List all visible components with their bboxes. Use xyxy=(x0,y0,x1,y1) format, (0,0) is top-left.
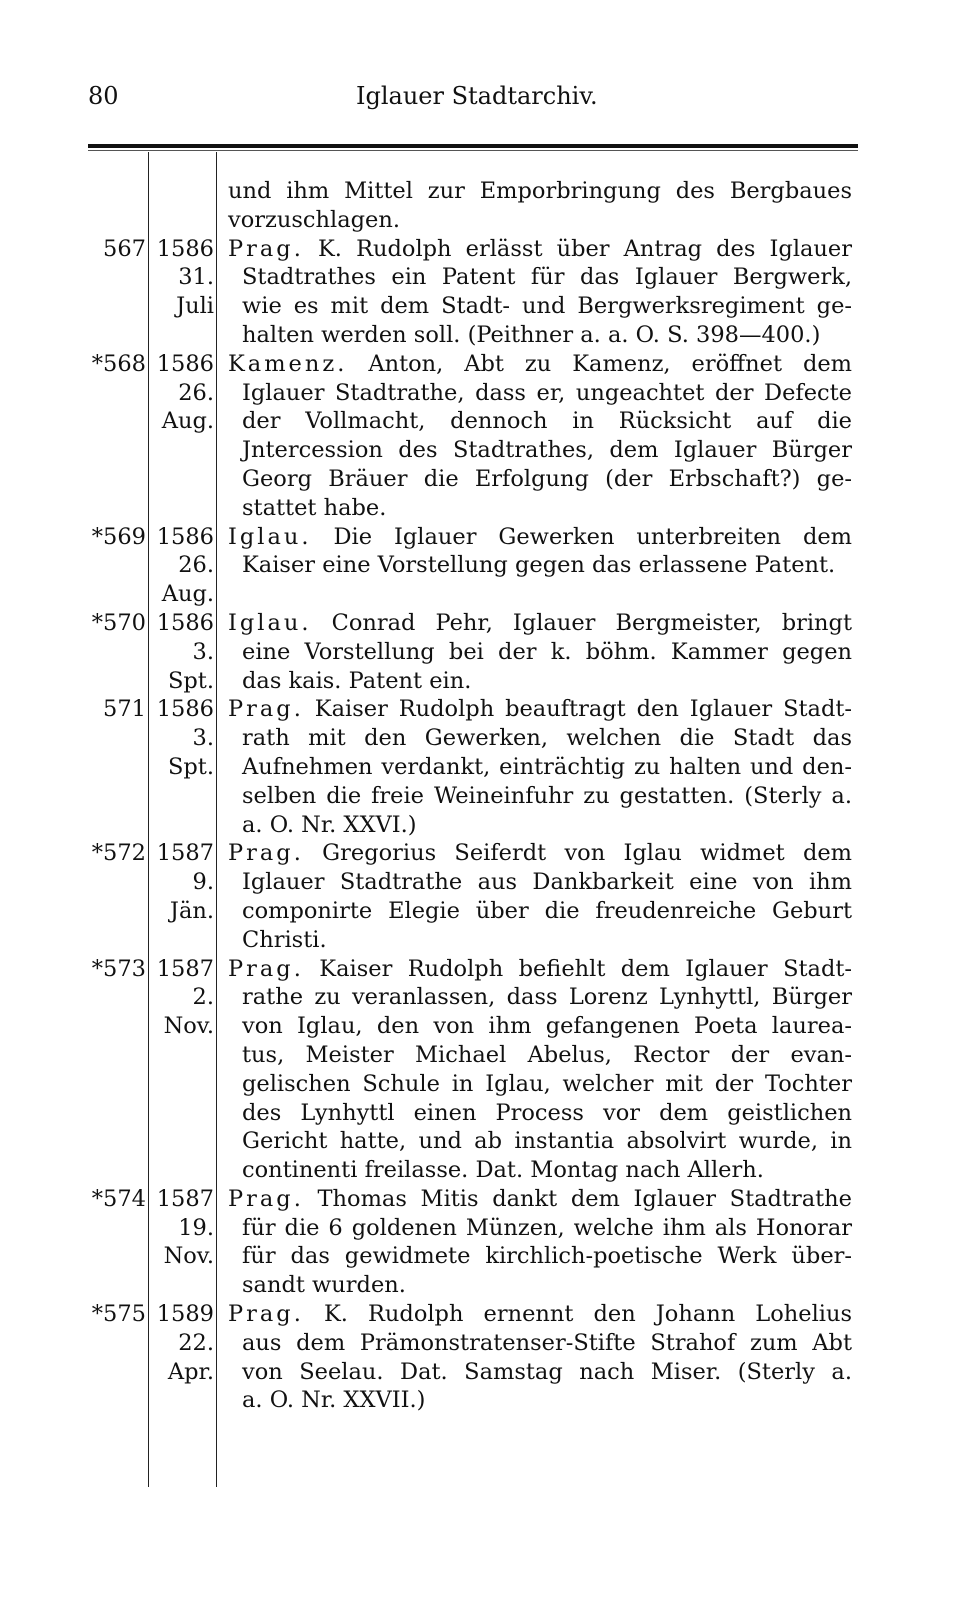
entry-text: für das gewidmete kirchlich-poetische Werk über- xyxy=(242,1243,852,1270)
record-number: *570 xyxy=(91,609,146,636)
entry-text: rath mit den Gewerken, welchen die Stadt das xyxy=(242,725,852,752)
record-date: Aug. xyxy=(161,408,214,435)
place-name: Prag. xyxy=(228,1301,304,1328)
text-row xyxy=(0,177,960,206)
text-row xyxy=(0,1242,960,1271)
place-name: Iglau. xyxy=(228,523,312,550)
text-row xyxy=(0,1271,960,1300)
text-row xyxy=(0,983,960,1012)
entry-text: von Iglau, den von ihm gefangenen Poeta laurea- xyxy=(242,1013,852,1040)
running-head xyxy=(88,82,860,112)
text-row xyxy=(0,1329,960,1358)
record-entry xyxy=(0,955,960,1185)
text-row xyxy=(0,1041,960,1070)
text-row xyxy=(0,926,960,955)
entry-text: tus, Meister Michael Abelus, Rector der evan- xyxy=(242,1041,852,1068)
entry-text: Iglauer Stadtrathe aus Dankbarkeit eine von ihm xyxy=(242,869,852,896)
entry-text: Aufnehmen verdankt, einträchtig zu halten und den- xyxy=(242,753,852,780)
text-row xyxy=(0,494,960,523)
entry-text: für die 6 goldenen Münzen, welche ihm als Honorar xyxy=(242,1214,852,1241)
place-name: Prag. xyxy=(228,235,304,262)
entry-text: vorzuschlagen. xyxy=(228,206,400,233)
record-date: Jän. xyxy=(169,897,214,924)
record-date: Nov. xyxy=(163,1013,214,1040)
entry-text: halten werden soll. (Peithner a. a. O. S. 398—400.) xyxy=(242,321,821,348)
entry-text: des Lynhyttl einen Process vor dem geistlichen xyxy=(242,1099,852,1126)
entry-text: Jntercession des Stadtrathes, dem Iglauer Bürger xyxy=(242,437,852,464)
text-row xyxy=(0,1214,960,1243)
record-date: 1586 xyxy=(156,350,214,377)
entry-text: selben die freie Weineinfuhr zu gestatten. (Sterly a. xyxy=(242,782,852,809)
entry-text: sandt wurden. xyxy=(242,1272,406,1299)
entry-text xyxy=(228,1300,852,1329)
record-entry xyxy=(0,695,960,839)
record-number: 571 xyxy=(103,696,146,723)
entry-text: Iglauer Stadtrathe, dass er, ungeachtet der Defecte xyxy=(242,379,852,406)
text-row xyxy=(0,609,960,638)
record-date: 1589 xyxy=(156,1301,214,1328)
entry-text-body: Kaiser Rudolph befiehlt dem Iglauer Stadt- xyxy=(319,955,852,982)
text-row xyxy=(0,1156,960,1185)
entry-text-body: K. Rudolph ernennt den Johann Lohelius xyxy=(323,1301,853,1328)
record-number: *575 xyxy=(91,1301,146,1328)
entry-text-body: Kaiser Rudolph beauftragt den Iglauer Stadt- xyxy=(314,696,852,723)
record-date: 26. xyxy=(178,552,214,579)
entry-text xyxy=(228,955,852,984)
record-date: 1587 xyxy=(156,1185,214,1212)
record-date: 1587 xyxy=(156,955,214,982)
text-row xyxy=(0,551,960,580)
entry-text-body: K. Rudolph erlässt über Antrag des Iglauer xyxy=(318,235,852,262)
entry-text: von Seelau. Dat. Samstag nach Miser. (Sterly a. xyxy=(242,1358,852,1385)
record-date: 26. xyxy=(178,379,214,406)
record-date: 1586 xyxy=(156,696,214,723)
entry-text-body: Die Iglauer Gewerken unterbreiten dem xyxy=(333,523,852,550)
entry-text: wie es mit dem Stadt- und Bergwerksregiment ge- xyxy=(242,293,852,320)
text-row xyxy=(0,1300,960,1329)
entry-text: der Vollmacht, dennoch in Rücksicht auf die xyxy=(242,408,852,435)
text-row xyxy=(0,839,960,868)
entry-text: Gericht hatte, und ab instantia absolvirt wurde, in xyxy=(242,1128,852,1155)
record-date: 22. xyxy=(178,1329,214,1356)
record-number: *568 xyxy=(91,350,146,377)
record-date: 1586 xyxy=(156,523,214,550)
entry-text: aus dem Prämonstratenser-Stifte Strahof zum Abt xyxy=(242,1329,852,1356)
place-name: Iglau. xyxy=(228,609,312,636)
entry-text: continenti freilasse. Dat. Montag nach Allerh. xyxy=(242,1157,764,1184)
text-row xyxy=(0,667,960,696)
entry-text-body: Gregorius Seiferdt von Iglau widmet dem xyxy=(322,840,852,867)
entry-text xyxy=(228,523,852,552)
entry-text-body: Conrad Pehr, Iglauer Bergmeister, bringt xyxy=(331,609,852,636)
text-row xyxy=(0,955,960,984)
record-list xyxy=(0,177,960,1415)
place-name: Prag. xyxy=(228,696,304,723)
entry-text xyxy=(228,235,852,264)
continuation-entry xyxy=(0,177,960,235)
record-date: 31. xyxy=(178,264,214,291)
place-name: Prag. xyxy=(228,955,304,982)
record-date: 1586 xyxy=(156,609,214,636)
entry-text xyxy=(228,350,852,379)
text-row xyxy=(0,407,960,436)
record-date: Spt. xyxy=(167,667,214,694)
text-row xyxy=(0,235,960,264)
text-row xyxy=(0,724,960,753)
entry-text xyxy=(228,1185,852,1214)
record-date: Aug. xyxy=(161,581,214,608)
entry-text: und ihm Mittel zur Emporbringung des Bergbaues xyxy=(228,178,852,204)
record-date: 1587 xyxy=(156,840,214,867)
text-row xyxy=(0,1386,960,1415)
record-entry xyxy=(0,1185,960,1300)
text-row xyxy=(0,638,960,667)
top-rule-thin xyxy=(88,150,858,151)
record-entry xyxy=(0,1300,960,1415)
record-date: 19. xyxy=(178,1214,214,1241)
text-row xyxy=(0,350,960,379)
text-row xyxy=(0,206,960,235)
entry-text: Georg Bräuer die Erfolgung (der Erbschaft?) ge- xyxy=(242,465,852,492)
text-row xyxy=(0,695,960,724)
text-row xyxy=(0,321,960,350)
text-row xyxy=(0,436,960,465)
record-date: Apr. xyxy=(167,1358,214,1385)
record-entry xyxy=(0,350,960,523)
text-row xyxy=(0,811,960,840)
text-row xyxy=(0,523,960,552)
record-number: *569 xyxy=(91,523,146,550)
entry-text: Christi. xyxy=(242,926,327,953)
entry-text: Stadtrathes ein Patent für das Iglauer Bergwerk, xyxy=(242,264,852,291)
text-row xyxy=(0,753,960,782)
entry-text: stattet habe. xyxy=(242,494,387,521)
text-row xyxy=(0,1127,960,1156)
entry-text: Kaiser eine Vorstellung gegen das erlassene Patent. xyxy=(242,552,836,579)
text-row xyxy=(0,1070,960,1099)
place-name: Kamenz. xyxy=(228,350,348,377)
text-row xyxy=(0,1012,960,1041)
record-number: *574 xyxy=(91,1185,146,1212)
record-entry xyxy=(0,235,960,350)
page-title: Iglauer Stadtarchiv. xyxy=(356,82,598,110)
place-name: Prag. xyxy=(228,840,304,867)
text-row xyxy=(0,1358,960,1387)
record-number: *572 xyxy=(91,840,146,867)
record-date: 9. xyxy=(192,869,214,896)
record-date: Spt. xyxy=(167,753,214,780)
entry-text: gelischen Schule in Iglau, welcher mit der Tochter xyxy=(242,1070,852,1097)
text-row xyxy=(0,465,960,494)
entry-text: rathe zu veranlassen, dass Lorenz Lynhyttl, Bürger xyxy=(242,984,852,1011)
text-row xyxy=(0,782,960,811)
text-row xyxy=(0,897,960,926)
entry-text: a. O. Nr. XXVII.) xyxy=(242,1387,426,1414)
record-entry xyxy=(0,609,960,695)
record-date: 3. xyxy=(192,638,214,665)
entry-text-body: Thomas Mitis dankt dem Iglauer Stadtrathe xyxy=(317,1185,852,1212)
place-name: Prag. xyxy=(228,1185,304,1212)
record-date: Nov. xyxy=(163,1243,214,1270)
text-row xyxy=(0,1185,960,1214)
record-date: 2. xyxy=(192,984,214,1011)
entry-text xyxy=(228,609,852,638)
text-row xyxy=(0,868,960,897)
page-number: 80 xyxy=(88,82,119,110)
entry-text: componirte Elegie über die freudenreiche Geburt xyxy=(242,897,852,924)
top-rule xyxy=(88,144,858,148)
record-number: 567 xyxy=(103,235,146,262)
entry-text xyxy=(228,695,852,724)
text-row xyxy=(0,292,960,321)
text-row xyxy=(0,379,960,408)
entry-text xyxy=(228,839,852,868)
record-number: *573 xyxy=(91,955,146,982)
entry-text: das kais. Patent ein. xyxy=(242,667,472,694)
record-date: Juli xyxy=(176,293,214,320)
entry-text: a. O. Nr. XXVI.) xyxy=(242,811,417,838)
text-row xyxy=(0,263,960,292)
text-row xyxy=(0,580,960,609)
text-row xyxy=(0,1099,960,1128)
record-entry xyxy=(0,839,960,954)
record-date: 3. xyxy=(192,725,214,752)
record-date: 1586 xyxy=(156,235,214,262)
entry-text-body: Anton, Abt zu Kamenz, eröffnet dem xyxy=(368,350,853,377)
record-entry xyxy=(0,523,960,609)
entry-text: eine Vorstellung bei der k. böhm. Kammer gegen xyxy=(242,638,852,665)
